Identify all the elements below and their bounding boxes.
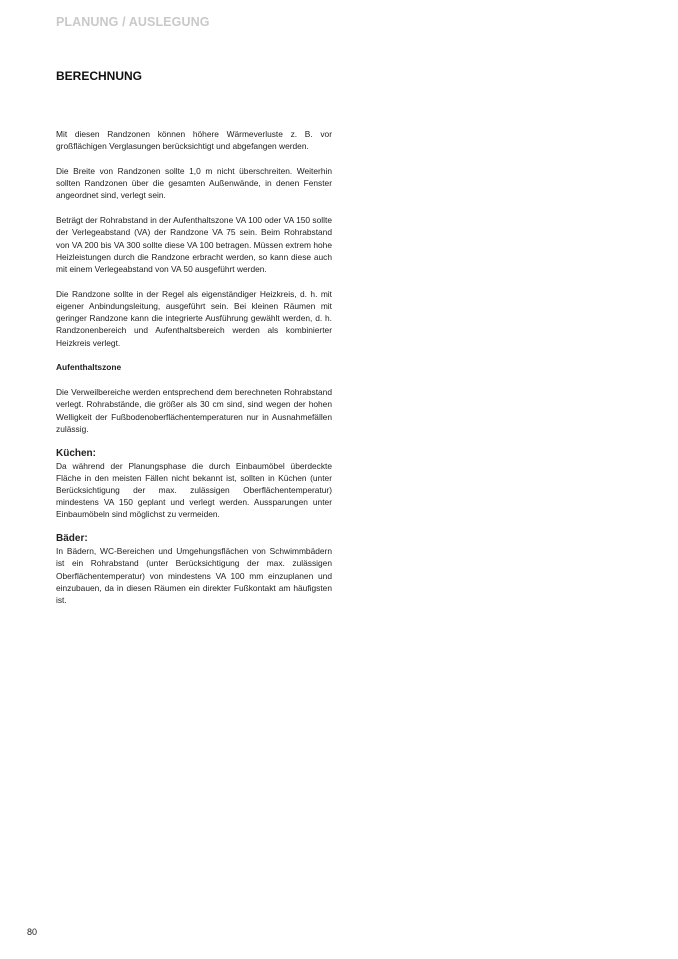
page-title: BERECHNUNG — [56, 69, 143, 83]
body-content — [56, 128, 332, 619]
paragraph-rohrabstand: Beträgt der Rohrabstand in der Aufenthaltszone VA 100 oder VA 150 sollte der Verlegeabstand (VA) der Randzone VA 75 sein. Beim Rohrabstand von VA 200 bis VA 300 sollte diese VA 100 betragen. Müssen extrem hohe Heizleistungen durch die Randzone erbracht werden, so kann diese auch mit einem Verlegeabstand von VA 50 ausgeführt werden. — [56, 215, 332, 275]
paragraph-randzonen-verluste: Mit diesen Randzonen können höhere Wärmeverluste z. B. vor großflächigen Verglasungen berücksichtigt und abgefangen werden. — [56, 129, 332, 152]
paragraph-randzonen-breite: Die Breite von Randzonen sollte 1,0 m nicht überschreiten. Weiterhin sollten Randzonen über die gesamten Außenwände, in denen Fenster angeordnet sind, verlegt sein. — [56, 166, 332, 201]
section-header: PLANUNG / AUSLEGUNG — [56, 15, 210, 29]
subheading-baeder: Bäder: — [56, 533, 88, 545]
paragraph-baeder: In Bädern, WC-Bereichen und Umgehungsflächen von Schwimmbädern ist ein Rohrabstand (unter Berücksichtigung der max. zulässigen Oberflächentemperatur) von mindestens VA 100 mm einzuplanen und einzubauen, da in diesen Räumen ein direkter Fußkontakt am häufigsten ist. — [56, 546, 332, 606]
paragraph-heizkreis: Die Randzone sollte in der Regel als eigenständiger Heizkreis, d. h. mit eigener Anbindungsleitung, ausgeführt sein. Bei kleinen Räumen mit geringer Randzone kann die integrierte Ausführung gewählt werden, d. h. Randzonenbereich und Aufenthaltsbereich werden als kombinierter Heizkreis verlegt. — [56, 288, 332, 348]
subheading-kuechen: Küchen: — [56, 447, 96, 459]
paragraph-kuechen: Da während der Planungsphase die durch Einbaumöbel überdeckte Fläche in den meisten Fällen nicht bekannt ist, sollten in Küchen (unter Berücksichtigung der max. zulässigen Oberflächentemperatur) mindestens VA 150 geplant und verlegt werden. Aussparungen unter Einbaumöbeln sind möglichst zu vermeiden. — [56, 460, 332, 520]
paragraph-aufenthaltszone: Die Verweilbereiche werden entsprechend dem berechneten Rohrabstand verlegt. Rohrabstände, die größer als 30 cm sind, sind wegen der hohen Welligkeit der Fußbodenoberflächentemperaturen nur in Ausnahmefällen zulässig. — [56, 387, 332, 434]
page-number: 80 — [27, 927, 38, 937]
subheading-aufenthaltszone: Aufenthaltszone — [56, 362, 122, 373]
